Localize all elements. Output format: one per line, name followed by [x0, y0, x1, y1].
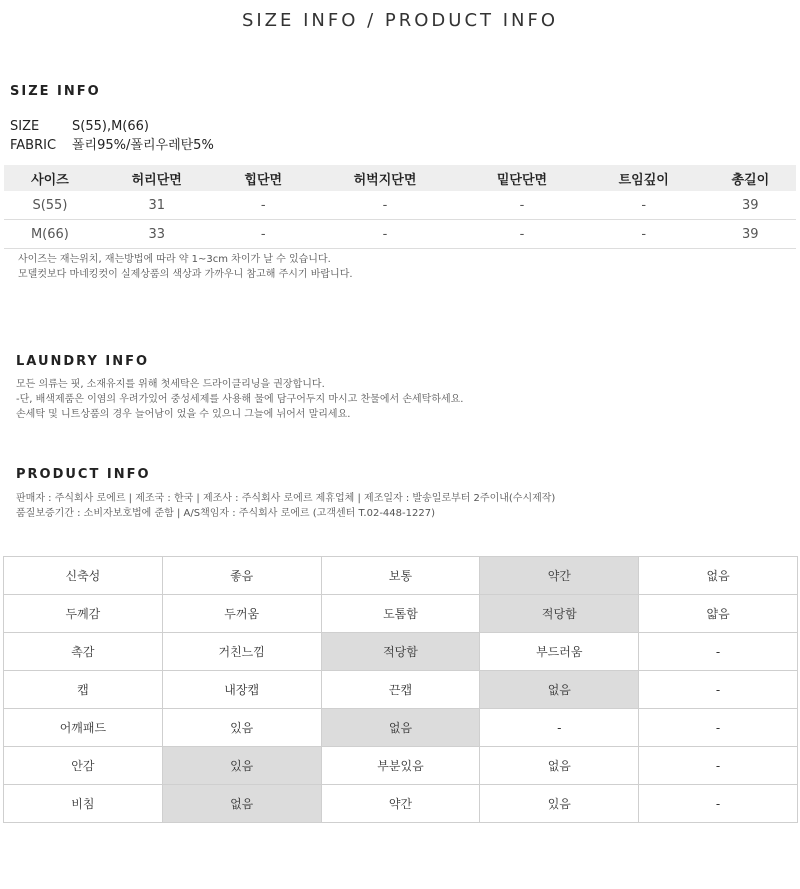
property-option: 좋음	[162, 557, 321, 595]
size-label: SIZE	[10, 119, 40, 134]
property-option: 끈캡	[321, 671, 480, 709]
property-row	[4, 671, 798, 709]
property-label: 캡	[4, 671, 163, 709]
table-cell: -	[309, 191, 461, 220]
property-option: 약간	[321, 785, 480, 823]
table-cell: -	[461, 191, 583, 220]
column-header: 힙단면	[218, 165, 309, 191]
property-option: 내장캡	[162, 671, 321, 709]
property-option: 있음	[162, 709, 321, 747]
note-line: 사이즈는 재는위치, 재는방법에 따라 약 1~3cm 차이가 날 수 있습니다.	[18, 254, 331, 265]
property-option: 보통	[321, 557, 480, 595]
product-info-title: PRODUCT INFO	[16, 467, 151, 482]
property-label: 비침	[4, 785, 163, 823]
size-notes	[18, 252, 353, 282]
note-line: 손세탁 및 니트상품의 경우 늘어남이 었을 수 있으니 그늘에 뉘어서 말리세요.	[16, 409, 351, 420]
property-label: 신축성	[4, 557, 163, 595]
property-option-selected: 없음	[321, 709, 480, 747]
property-option: 두꺼움	[162, 595, 321, 633]
property-option-selected: 적당함	[480, 595, 639, 633]
property-option: -	[639, 785, 798, 823]
table-cell: -	[218, 220, 309, 249]
fabric-label: FABRIC	[10, 138, 57, 153]
column-header: 허리단면	[96, 165, 218, 191]
fabric-value: 폴리95%/폴리우레탄5%	[72, 138, 214, 153]
table-cell: S(55)	[4, 191, 96, 220]
table-cell: -	[583, 191, 705, 220]
property-option: 없음	[480, 747, 639, 785]
table-cell: -	[461, 220, 583, 249]
column-header: 사이즈	[4, 165, 96, 191]
property-row	[4, 747, 798, 785]
property-option: 도톰함	[321, 595, 480, 633]
property-option: 없음	[639, 557, 798, 595]
table-row	[4, 220, 796, 249]
table-cell: 39	[705, 191, 796, 220]
property-label: 어깨패드	[4, 709, 163, 747]
property-label: 두께감	[4, 595, 163, 633]
note-line: 모델컷보다 마네킹컷이 실제상품의 색상과 가까우니 참고해 주시기 바랍니다.	[18, 269, 353, 280]
property-option: -	[480, 709, 639, 747]
table-row	[4, 191, 796, 220]
laundry-notes	[16, 377, 463, 422]
table-cell: 33	[96, 220, 218, 249]
property-label: 안감	[4, 747, 163, 785]
property-label: 촉감	[4, 633, 163, 671]
note-line: 품질보증기간 : 소비자보호법에 준함 | A/S책임자 : 주식회사 로에르 (고객센터 T.02-448-1227)	[16, 508, 435, 519]
page-header: SIZE INFO / PRODUCT INFO	[241, 10, 559, 31]
property-option: 거친느낌	[162, 633, 321, 671]
property-option-selected: 적당함	[321, 633, 480, 671]
column-header: 트임깊이	[583, 165, 705, 191]
size-value: S(55),M(66)	[72, 119, 149, 134]
property-option-selected: 있음	[162, 747, 321, 785]
property-option: 부드러움	[480, 633, 639, 671]
property-table	[3, 556, 798, 823]
property-option-selected: 없음	[480, 671, 639, 709]
property-option: 얇음	[639, 595, 798, 633]
column-header: 허벅지단면	[309, 165, 461, 191]
property-option: -	[639, 671, 798, 709]
note-line: 모든 의류는 핏, 소재유지를 위해 첫세탁은 드라이클리닝을 권장합니다.	[16, 379, 325, 390]
property-option: 있음	[480, 785, 639, 823]
note-line: -단, 배색제품은 이염의 우려가있어 중성세제를 사용해 물에 담구어두지 마시고 찬물에서 손세탁하세요.	[16, 394, 464, 405]
size-table-header	[4, 165, 796, 191]
property-option: -	[639, 747, 798, 785]
column-header: 밑단단면	[461, 165, 583, 191]
table-cell: -	[583, 220, 705, 249]
property-row	[4, 633, 798, 671]
property-option-selected: 없음	[162, 785, 321, 823]
property-row	[4, 557, 798, 595]
size-info-title: SIZE INFO	[10, 84, 101, 99]
note-line: 판매자 : 주식회사 로에르 | 제조국 : 한국 | 제조사 : 주식회사 로에르 제휴업체 | 제조일자 : 발송일로부터 2주이내(수시제작)	[16, 493, 556, 504]
column-header: 총길이	[705, 165, 796, 191]
laundry-info-title: LAUNDRY INFO	[16, 354, 150, 369]
property-row	[4, 709, 798, 747]
spec-size	[10, 119, 149, 134]
spec-fabric	[10, 134, 214, 153]
property-option: -	[639, 709, 798, 747]
property-option: 부분있음	[321, 747, 480, 785]
size-table	[4, 165, 796, 249]
product-notes	[16, 491, 555, 521]
table-cell: 31	[96, 191, 218, 220]
property-option: -	[639, 633, 798, 671]
property-row	[4, 785, 798, 823]
table-cell: -	[218, 191, 309, 220]
table-cell: -	[309, 220, 461, 249]
table-cell: M(66)	[4, 220, 96, 249]
property-option-selected: 약간	[480, 557, 639, 595]
property-row	[4, 595, 798, 633]
table-cell: 39	[705, 220, 796, 249]
